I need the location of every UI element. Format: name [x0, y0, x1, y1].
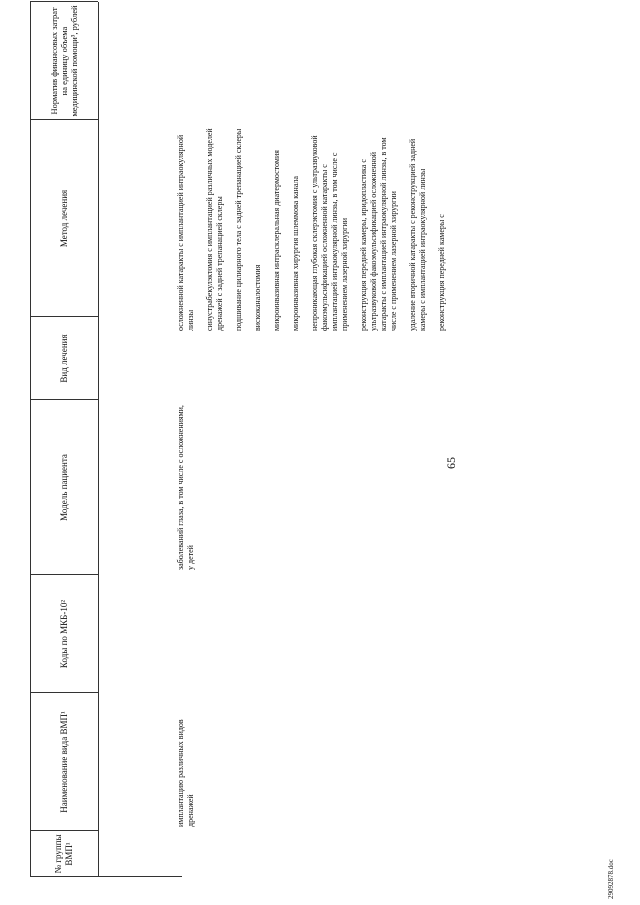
column-divider — [30, 876, 182, 877]
cell-patient-model: заболеваний глаза, в том числе с осложнениями, у детей — [176, 405, 195, 570]
method-item: реконструкция передней камеры с — [437, 214, 446, 331]
column-divider — [30, 692, 98, 693]
column-divider — [30, 316, 98, 317]
column-divider — [30, 830, 98, 831]
column-divider — [30, 399, 98, 400]
method-item: непроникающая глубокая склерэктомия с ультразвуковой факоэмульсификацией осложненной катаракты с имплантацией интраокулярной линзы, в том числе с применением лазерной хирургии — [310, 135, 349, 331]
method-item: подшивание цилиарного тела с задней трепанацией склеры — [234, 128, 243, 331]
header-treatment-method: Метод лечения — [58, 189, 69, 248]
method-item: удаление вторичной катаракты с реконструкцией задней камеры с имплантацией интраокулярной линзы — [408, 138, 427, 331]
method-item: осложненной катаракты с имплантацией интраокулярной линзы — [176, 134, 195, 331]
document-filename: 29092878.doc — [607, 859, 615, 899]
header-vmp-name: Наименование вида ВМП¹ — [58, 711, 69, 813]
header-bottom-border — [98, 2, 99, 877]
header-cost-norm: Норматив финансовых затрат на единицу объема медицинской помощи³, рублей — [48, 5, 80, 117]
header-treatment-kind: Вид лечения — [58, 334, 69, 383]
header-group-number: № группы ВМП¹ — [53, 834, 74, 874]
cell-vmp-name: имплантацию различных видов дренажей — [176, 719, 195, 827]
treatment-methods-list — [176, 123, 456, 331]
header-icd-codes: Коды по МКБ-10² — [58, 599, 69, 669]
column-divider — [30, 119, 98, 120]
method-item: реконструкция передней камеры, иридопластика с ультразвуковой факоэмульсификацией осложненной катаракты с имплантацией интраокулярной линзы, в том числе с применением лазерной хирургии — [359, 137, 398, 331]
header-patient-model: Модель пациента — [58, 454, 69, 521]
column-divider — [30, 574, 98, 575]
method-item: микроинвазивная интрасклеральная диатермостомия — [272, 150, 281, 331]
method-item: микроинвазивная хирургия шлеммова канала — [291, 176, 300, 331]
method-item: синустрабекулэктомия с имплантацией различных моделей дренажей с задней трепанацией склеры — [205, 128, 224, 331]
column-divider — [30, 1, 98, 2]
page-number: 65 — [444, 457, 458, 469]
method-item: вискоканалостомия — [253, 264, 262, 331]
